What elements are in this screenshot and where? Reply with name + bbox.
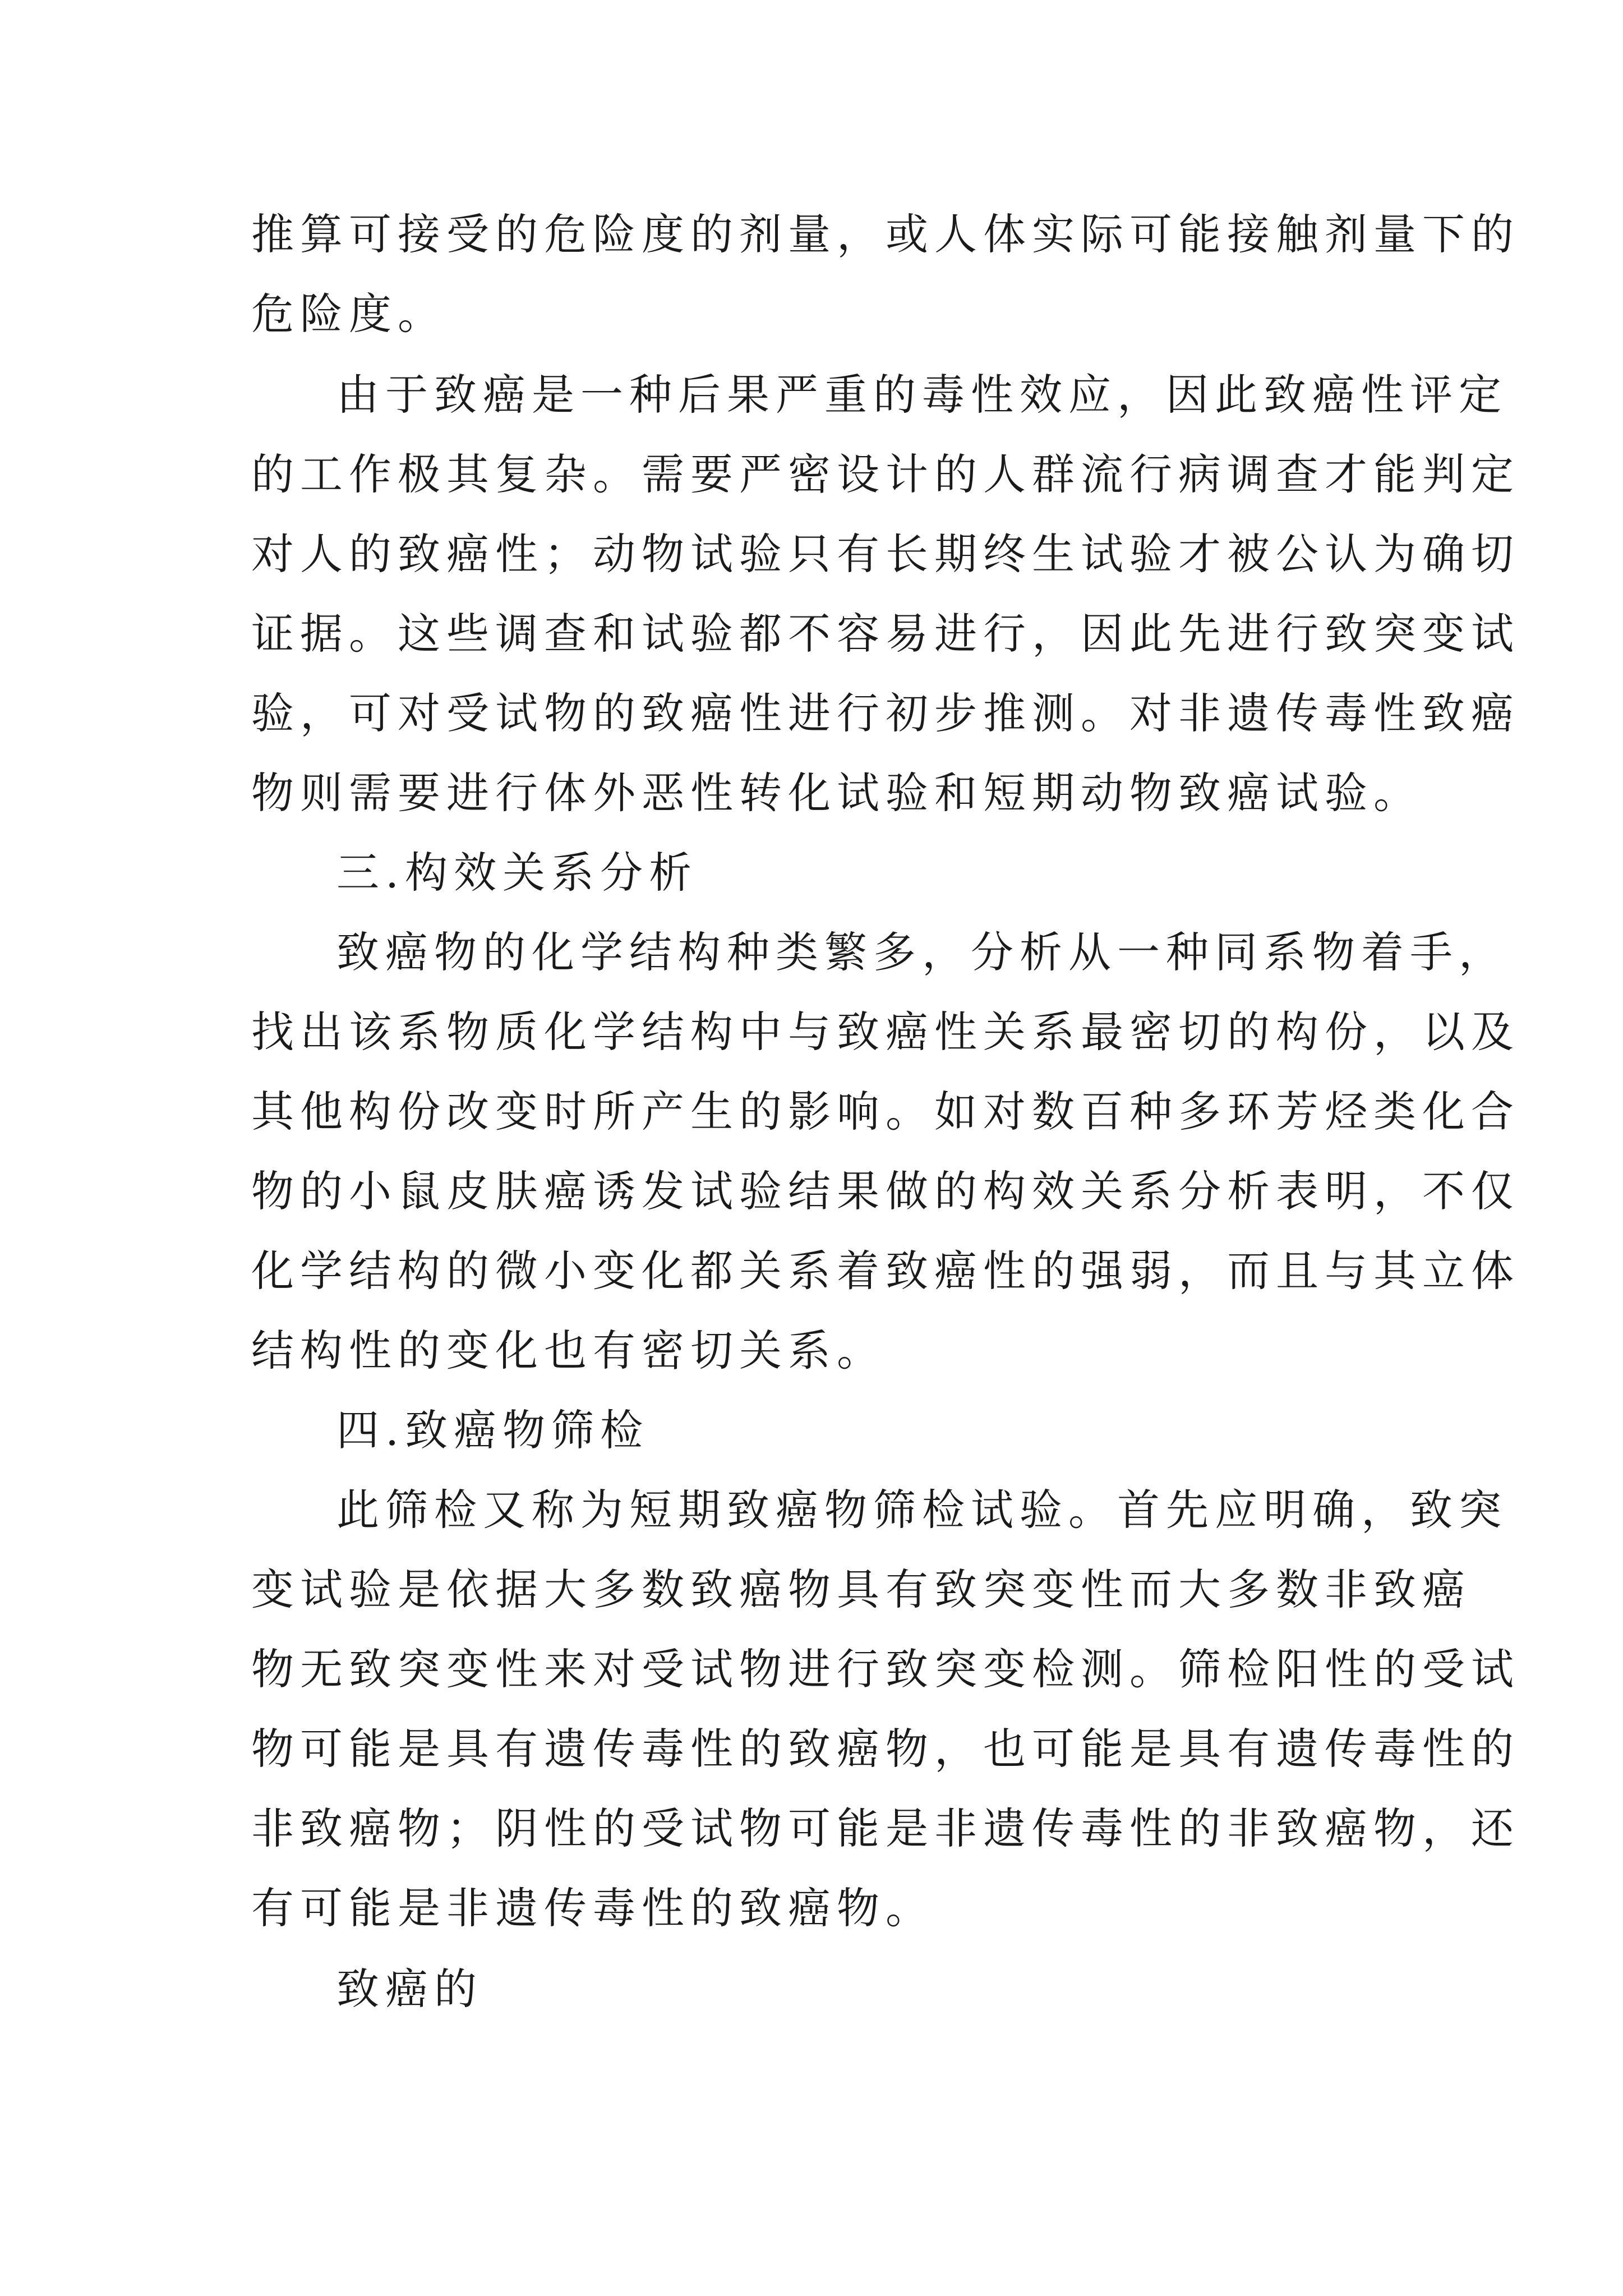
paragraph-line: 其他构份改变时所产生的影响。如对数百种多环芳烃类化合 [251,1087,1520,1137]
paragraph-line: 推算可接受的危险度的剂量，或人体实际可能接触剂量下的 [251,209,1520,259]
paragraph-line: 物无致突变性来对受试物进行致突变检测。筛检阳性的受试 [251,1644,1520,1694]
paragraph-line: 化学结构的微小变化都关系着致癌性的强弱，而且与其立体 [251,1246,1520,1296]
paragraph-line: 物则需要进行体外恶性转化试验和短期动物致癌试验。 [251,768,1422,818]
paragraph-line: 对人的致癌性；动物试验只有长期终生试验才被公认为确切 [251,529,1520,579]
paragraph-line: 物可能是具有遗传毒性的致癌物，也可能是具有遗传毒性的 [251,1724,1520,1774]
section-heading: 四.致癌物筛检 [336,1405,649,1455]
paragraph-line: 由于致癌是一种后果严重的毒性效应，因此致癌性评定 [336,370,1507,420]
paragraph-line: 找出该系物质化学结构中与致癌性关系最密切的构份，以及 [251,1007,1520,1057]
paragraph-line: 的工作极其复杂。需要严密设计的人群流行病调查才能判定 [251,449,1520,499]
paragraph-line: 证据。这些调查和试验都不容易进行，因此先进行致突变试 [251,609,1520,659]
paragraph-line: 致癌物的化学结构种类繁多，分析从一种同系物着手， [336,927,1507,977]
paragraph-line: 验，可对受试物的致癌性进行初步推测。对非遗传毒性致癌 [251,688,1520,738]
paragraph-line: 结构性的变化也有密切关系。 [251,1326,886,1375]
paragraph-line: 变试验是依据大多数致癌物具有致突变性而大多数非致癌 [251,1565,1471,1614]
section-heading: 三.构效关系分析 [336,848,698,898]
paragraph-line: 非致癌物；阴性的受试物可能是非遗传毒性的非致癌物，还 [251,1803,1520,1853]
paragraph-line: 物的小鼠皮肤癌诱发试验结果做的构效关系分析表明，不仅 [251,1166,1520,1216]
paragraph-line: 致癌的 [336,1964,483,2014]
paragraph-line: 危险度。 [251,289,446,339]
paragraph-line: 此筛检又称为短期致癌物筛检试验。首先应明确，致突 [336,1485,1507,1535]
paragraph-line: 有可能是非遗传毒性的致癌物。 [251,1883,934,1933]
